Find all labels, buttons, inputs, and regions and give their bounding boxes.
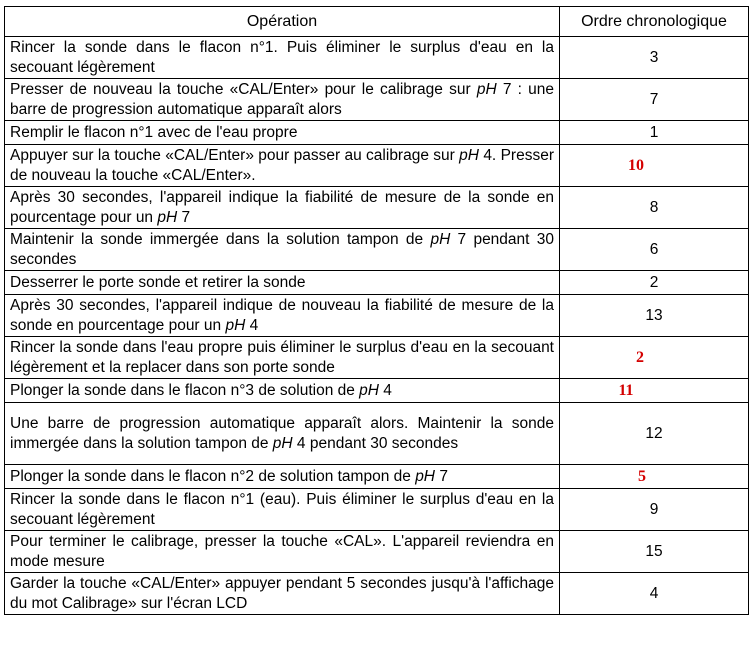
order-value: 15 [645,542,663,560]
order-cell [560,271,749,295]
order-value: 8 [649,198,659,216]
operation-text: Plonger la sonde dans le flacon n°3 de solution de [10,381,360,399]
ph-symbol: pH [157,208,178,226]
operation-text: 4 [379,381,392,399]
table-row [5,489,749,531]
order-cell [560,465,749,489]
order-cell [560,229,749,271]
order-value: 4 [649,584,659,602]
table-row [5,337,749,379]
order-value-corrected: 5 [638,467,646,485]
table-row [5,145,749,187]
order-value: 6 [649,240,659,258]
table-row [5,295,749,337]
order-cell [560,403,749,465]
operation-cell [5,229,560,271]
table-row [5,271,749,295]
operation-text: Une barre de progression automatique apparaît alors. Maintenir la sonde immergée dans la solution tampon de [10,414,554,452]
table-row [5,465,749,489]
table-row [5,379,749,403]
table-row [5,403,749,465]
operation-text: 7 [435,467,448,485]
operation-cell [5,121,560,145]
operation-text: Plonger la sonde dans le flacon n°2 de solution tampon de [10,467,416,485]
operation-text: Rincer la sonde dans le flacon n°1. Puis éliminer le surplus d'eau en la secouant légèrement [10,38,554,76]
order-value: 1 [649,123,659,141]
order-cell [560,573,749,615]
operation-text: Desserrer le porte sonde et retirer la sonde [10,273,306,291]
operation-text: Rincer la sonde dans l'eau propre puis éliminer le surplus d'eau en la secouant légèrement et la replacer dans son porte sonde [10,338,554,376]
header-operation: Opération [5,7,560,37]
order-cell [560,121,749,145]
operation-text: Pour terminer le calibrage, presser la touche «CAL». L'appareil reviendra en mode mesure [10,532,554,570]
order-value: 12 [645,424,663,442]
order-cell [560,37,749,79]
operation-text: 7 [177,208,191,226]
header-row [5,7,749,37]
operation-text: 7 pendant 30 secondes [10,230,554,268]
order-value: 7 [649,90,659,108]
order-cell [560,145,749,187]
order-value-corrected: 11 [618,381,634,399]
table-body [5,37,749,615]
order-value: 2 [649,273,659,291]
ph-symbol: pH [430,230,451,248]
order-cell [560,79,749,121]
operation-text: Presser de nouveau la touche «CAL/Enter» pour le calibrage sur [10,80,477,98]
table-row [5,573,749,615]
ph-symbol: pH [272,434,293,452]
operation-text: Remplir le flacon n°1 avec de l'eau propre [10,123,298,141]
operation-cell [5,37,560,79]
operation-text: 7 : une barre de progression automatique apparaît alors [10,80,554,118]
ph-symbol: pH [415,467,436,485]
order-value: 13 [645,306,663,324]
operation-cell [5,379,560,403]
operation-cell [5,79,560,121]
order-cell [560,379,749,403]
ph-symbol: pH [359,381,379,399]
table-row [5,187,749,229]
operation-text: Appuyer sur la touche «CAL/Enter» pour passer au calibrage sur [10,146,460,164]
operation-cell [5,187,560,229]
ph-symbol: pH [476,80,497,98]
order-value: 9 [649,500,659,518]
table-row [5,37,749,79]
table-row [5,121,749,145]
operations-table [4,6,749,615]
operation-text: Garder la touche «CAL/Enter» appuyer pendant 5 secondes jusqu'à l'affichage du mot Calibrage» sur l'écran LCD [10,574,554,612]
operation-cell [5,145,560,187]
order-cell [560,531,749,573]
operation-cell [5,465,560,489]
table-row [5,531,749,573]
order-cell [560,187,749,229]
ph-symbol: pH [459,146,479,164]
operation-cell [5,271,560,295]
operation-text: Après 30 secondes, l'appareil indique de nouveau la fiabilité de mesure de la sonde en pourcentage pour un [10,296,554,334]
operation-cell [5,573,560,615]
operation-cell [5,295,560,337]
header-order: Ordre chronologique [560,7,749,37]
order-value-corrected: 10 [628,156,644,174]
operation-text: Rincer la sonde dans le flacon n°1 (eau). Puis éliminer le surplus d'eau en la secouant légèrement [10,490,554,528]
operation-cell [5,337,560,379]
table-row [5,79,749,121]
operation-text: Après 30 secondes, l'appareil indique la fiabilité de mesure de la sonde en pourcentage pour un [10,188,554,226]
order-cell [560,337,749,379]
operation-cell [5,489,560,531]
operation-text: 4. Presser de nouveau la touche «CAL/Enter». [10,146,554,184]
order-value: 3 [649,48,659,66]
operation-cell [5,403,560,465]
operation-text: Maintenir la sonde immergée dans la solution tampon de [10,230,431,248]
operation-cell [5,531,560,573]
operation-text: 4 pendant 30 secondes [292,434,459,452]
order-cell [560,489,749,531]
operation-text: 4 [245,316,259,334]
order-value-corrected: 2 [636,348,644,366]
ph-symbol: pH [225,316,246,334]
order-cell [560,295,749,337]
table-row [5,229,749,271]
